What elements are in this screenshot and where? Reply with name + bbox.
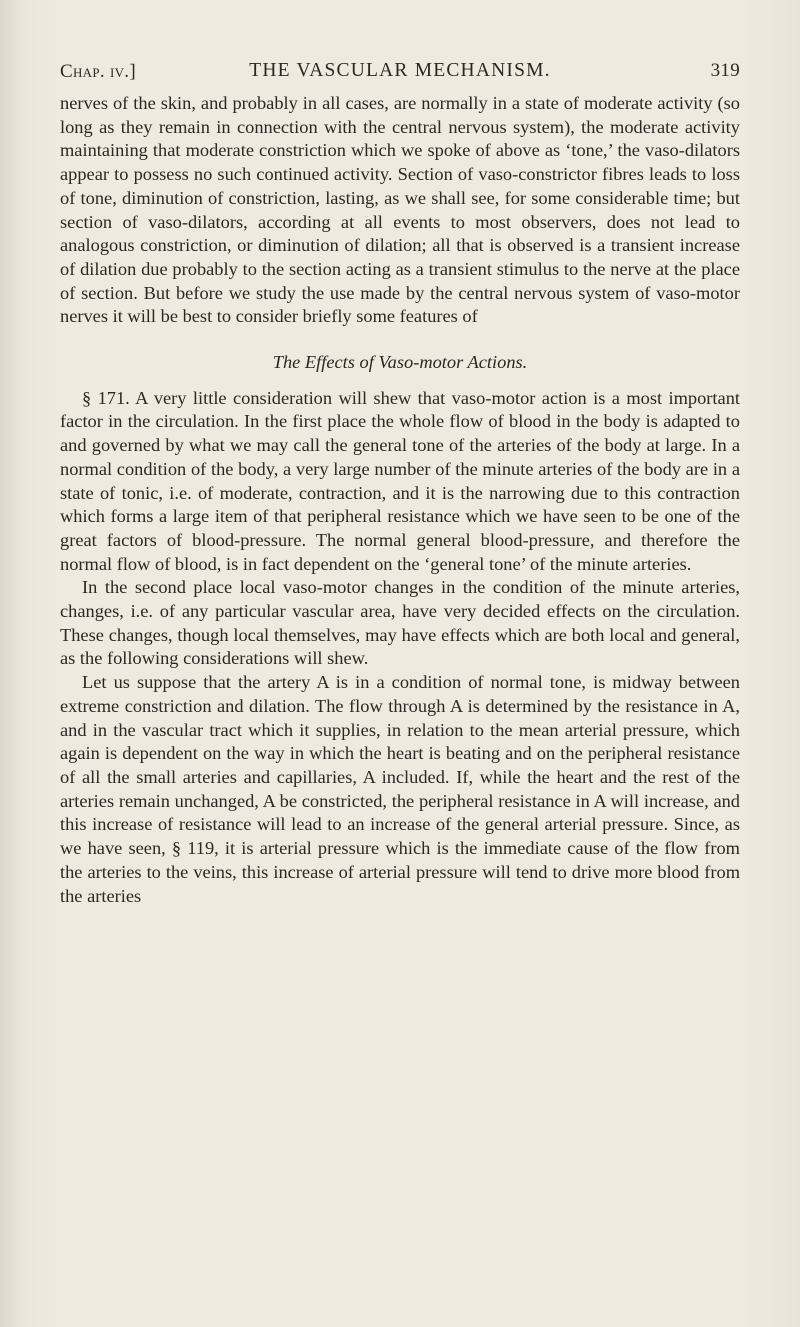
chapter-label: Chap. iv.] [60, 61, 136, 82]
running-title: THE VASCULAR MECHANISM. [249, 60, 551, 81]
paragraph-continued: nerves of the skin, and probably in all cases, are normally in a state of moderate activity (so long as they remain in connection with the central nervous system), the moderate activity maintaining that moderate constriction which we spoke of above as ‘tone,’ the vaso-dilators appear to possess no such continued activity. Section of vaso-constrictor fibres leads to loss of tone, diminution of constriction, lasting, as we shall see, for some considerable time; but section of vaso-dilators, according at all events to most observers, does not lead to analogous constriction, or diminution of dilation; all that is observed is a transient increase of dilation due probably to the section acting as a transient stimulus to the nerve at the place of section. But before we study the use made by the central nervous system of vaso-motor nerves it will be best to consider briefly some features of [60, 93, 740, 327]
body-text [60, 92, 740, 908]
paragraph-artery-a: Let us suppose that the artery A is in a condition of normal tone, is midway between extreme constriction and dilation. The flow through A is determined by the resistance in A, and in the vascular tract which it supplies, in relation to the mean arterial pressure, which again is dependent on the way in which the heart is beating and on the peripheral resistance of all the small arteries and capillaries, A included. If, while the heart and the rest of the arteries remain unchanged, A be constricted, the peripheral resistance in A will increase, and this increase of resistance will lead to an increase of the general arterial pressure. Since, as we have seen, § 119, it is arterial pressure which is the immediate cause of the flow from the arteries to the veins, this increase of arterial pressure will tend to drive more blood from the arteries [60, 672, 740, 906]
page-number: 319 [710, 60, 740, 81]
running-head [60, 56, 740, 86]
paragraph-section-171: § 171. A very little consideration will shew that vaso-motor action is a most important factor in the circulation. In the first place the whole flow of blood in the body is adapted to and governed by what we may call the general tone of the arteries of the body at large. In a normal condition of the body, a very large number of the minute arteries of the body are in a state of tonic, i.e. of moderate, contraction, and it is the narrowing due to this contraction which forms a large item of that peripheral resistance which we have seen to be one of the great factors of blood-pressure. The normal general blood-pressure, and therefore the normal flow of blood, is in fact dependent on the ‘general tone’ of the minute arteries. [60, 387, 740, 574]
paragraph-local-changes: In the second place local vaso-motor changes in the condition of the minute arteries, changes, i.e. of any particular vascular area, have very decided effects on the circulation. These changes, though local themselves, may have effects which are both local and general, as the following considerations will shew. [60, 577, 740, 669]
section-heading: The Effects of Vaso-motor Actions. [272, 352, 528, 373]
